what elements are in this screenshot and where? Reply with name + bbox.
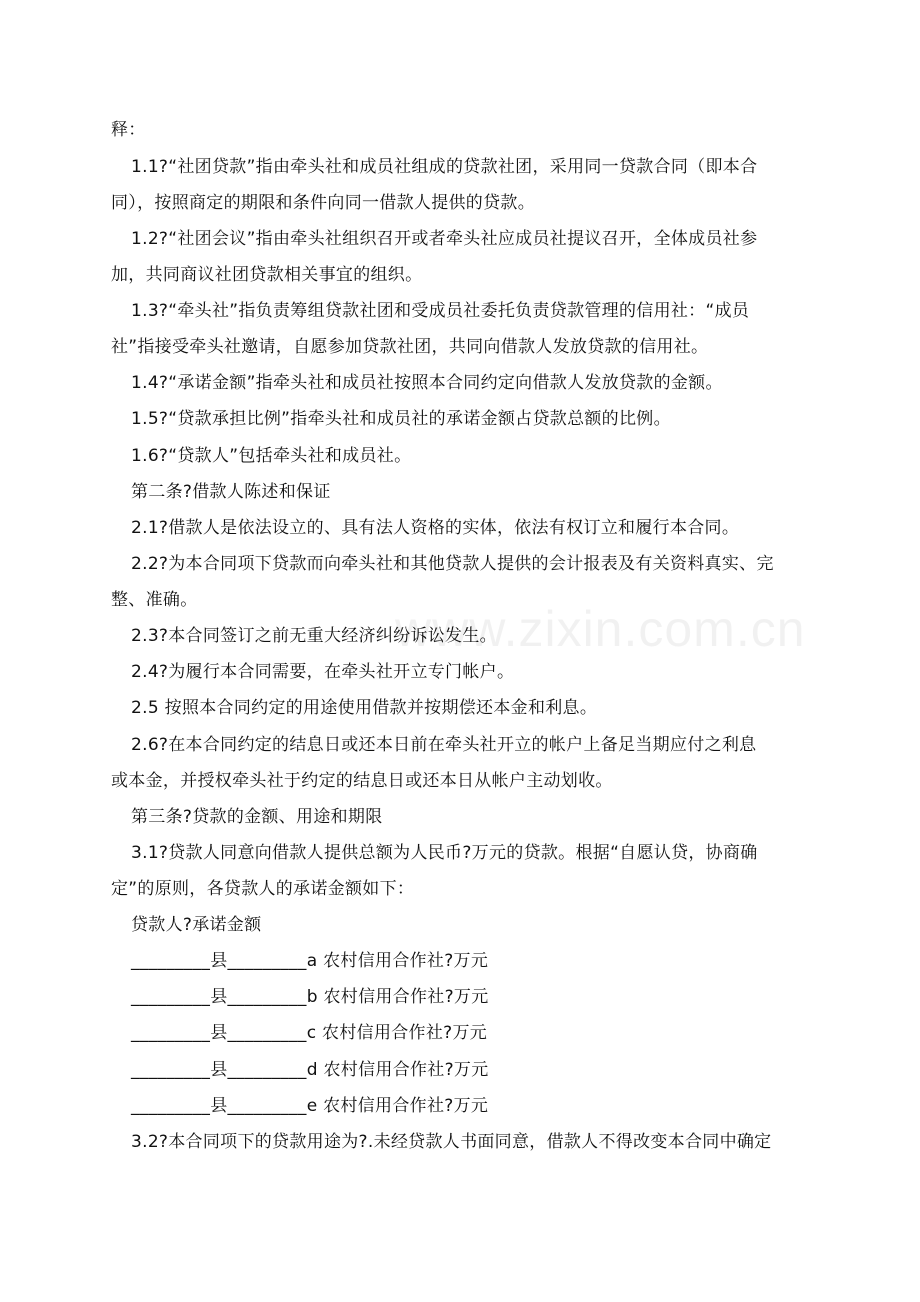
- lender-row: _________县_________c 农村信用合作社?万元: [131, 1023, 488, 1043]
- text-line: 定”的原则，各贷款人的承诺金额如下：: [111, 879, 415, 899]
- text-line: 释：: [111, 120, 146, 140]
- text-line: 贷款人?承诺金额: [131, 915, 262, 935]
- section-heading: 第二条?借款人陈述和保证: [131, 482, 331, 502]
- section-heading: 第三条?贷款的金额、用途和期限: [131, 807, 383, 827]
- watermark: www.zixin.com.cn: [395, 601, 806, 657]
- text-line: 2.6?在本合同约定的结息日或还本日前在牵头社开立的帐户上备足当期应付之利息: [131, 735, 757, 755]
- text-line: 整、准确。: [111, 590, 198, 610]
- text-line: 1.2?“社团会议”指由牵头社组织召开或者牵头社应成员社提议召开，全体成员社参: [131, 229, 758, 249]
- text-line: 1.6?“贷款人”包括牵头社和成员社。: [131, 446, 412, 466]
- text-line: 加，共同商议社团贷款相关事宜的组织。: [111, 265, 423, 285]
- text-line: 2.2?为本合同项下贷款而向牵头社和其他贷款人提供的会计报表及有关资料真实、完: [131, 554, 774, 574]
- lender-row: _________县_________d 农村信用合作社?万元: [131, 1060, 489, 1080]
- text-line: 2.5 按照本合同约定的用途使用借款并按期偿还本金和利息。: [131, 698, 598, 718]
- text-line: 2.1?借款人是依法设立的、具有法人资格的实体，依法有权订立和履行本合同。: [131, 518, 740, 538]
- text-line: 社”指接受牵头社邀请，自愿参加贷款社团，共同向借款人发放贷款的信用社。: [111, 337, 709, 357]
- text-line: 1.1?“社团贷款”指由牵头社和成员社组成的贷款社团，采用同一贷款合同（即本合: [131, 157, 758, 177]
- text-line: 1.5?“贷款承担比例”指牵头社和成员社的承诺金额占贷款总额的比例。: [131, 409, 671, 429]
- lender-row: _________县_________e 农村信用合作社?万元: [131, 1096, 489, 1116]
- text-line: 或本金，并授权牵头社于约定的结息日或还本日从帐户主动划收。: [111, 771, 613, 791]
- text-line: 3.2?本合同项下的贷款用途为?.未经贷款人书面同意，借款人不得改变本合同中确定: [131, 1132, 772, 1152]
- text-line: 1.4?“承诺金额”指牵头社和成员社按照本合同约定向借款人发放贷款的金额。: [131, 373, 723, 393]
- text-line: 1.3?“牵头社”指负责筹组贷款社团和受成员社委托负责贷款管理的信用社：“成员: [131, 301, 750, 321]
- lender-row: _________县_________a 农村信用合作社?万元: [131, 951, 489, 971]
- text-line: 3.1?贷款人同意向借款人提供总额为人民币?万元的贷款。根据“自愿认贷，协商确: [131, 843, 758, 863]
- text-line: 2.4?为履行本合同需要，在牵头社开立专门帐户。: [131, 662, 515, 682]
- lender-row: _________县_________b 农村信用合作社?万元: [131, 987, 489, 1007]
- text-line: 同），按照商定的期限和条件向同一借款人提供的贷款。: [111, 193, 535, 213]
- text-line: 2.3?本合同签订之前无重大经济纠纷诉讼发生。: [131, 626, 497, 646]
